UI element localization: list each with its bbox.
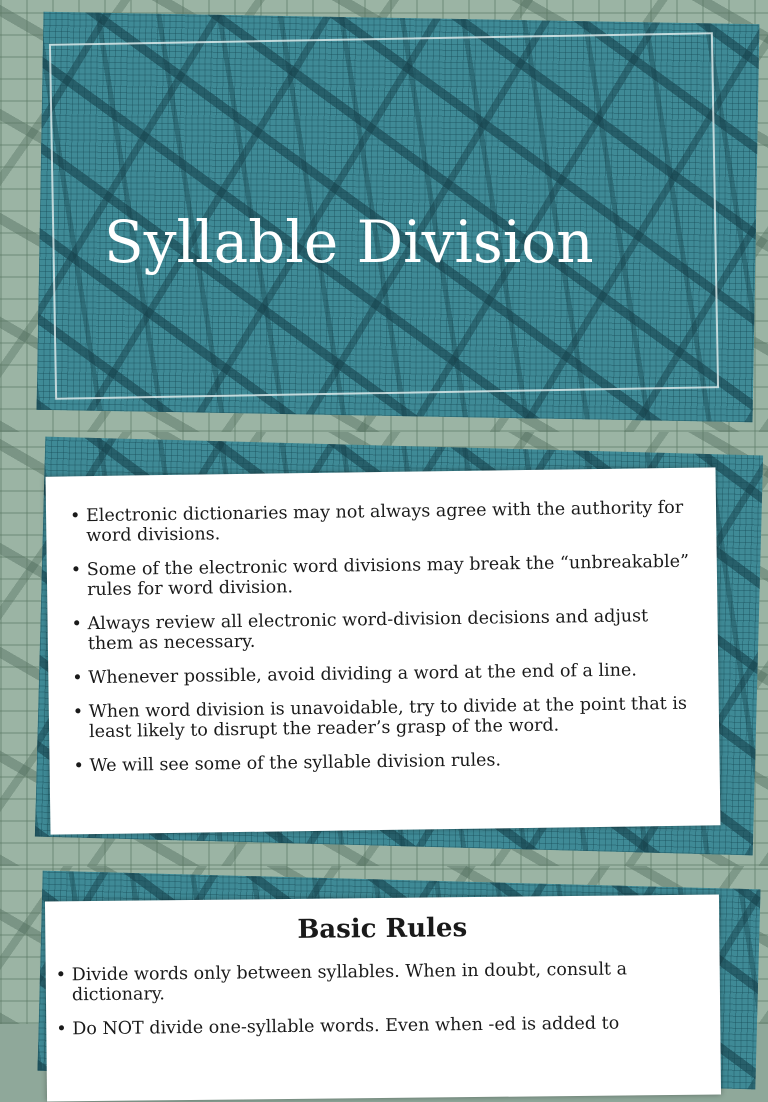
card-heading: Basic Rules <box>297 913 468 945</box>
slide-basic-rules <box>0 866 768 1040</box>
bullet-list <box>52 959 703 1054</box>
bullet-item: • Always review all electronic word-division decisions and adjust them as necessary. <box>67 606 697 655</box>
bullet-item: • Do NOT divide one-syllable words. Even when -ed is added to <box>52 1013 702 1040</box>
slide-title <box>0 0 768 432</box>
bullet-item: • Electronic dictionaries may not always agree with the authority for word divisions. <box>66 498 696 547</box>
bullet-item: • Whenever possible, avoid dividing a word at the end of a line. <box>68 660 698 689</box>
slide-title-text: Syllable Division <box>104 208 594 276</box>
bullet-item: • Divide words only between syllables. When in doubt, consult a dictionary. <box>52 959 702 1006</box>
bullet-item: • When word division is unavoidable, try to divide at the point that is least likely to disrupt the reader’s grasp of the word. <box>69 694 699 743</box>
slide-bullets <box>0 432 768 866</box>
bullet-list <box>66 498 700 791</box>
bullet-item: • Some of the electronic word divisions may break the “unbreakable” rules for word division. <box>67 552 697 601</box>
content-card <box>45 894 721 1101</box>
bullet-item: • We will see some of the syllable division rules. <box>69 748 699 777</box>
content-card <box>46 467 721 834</box>
